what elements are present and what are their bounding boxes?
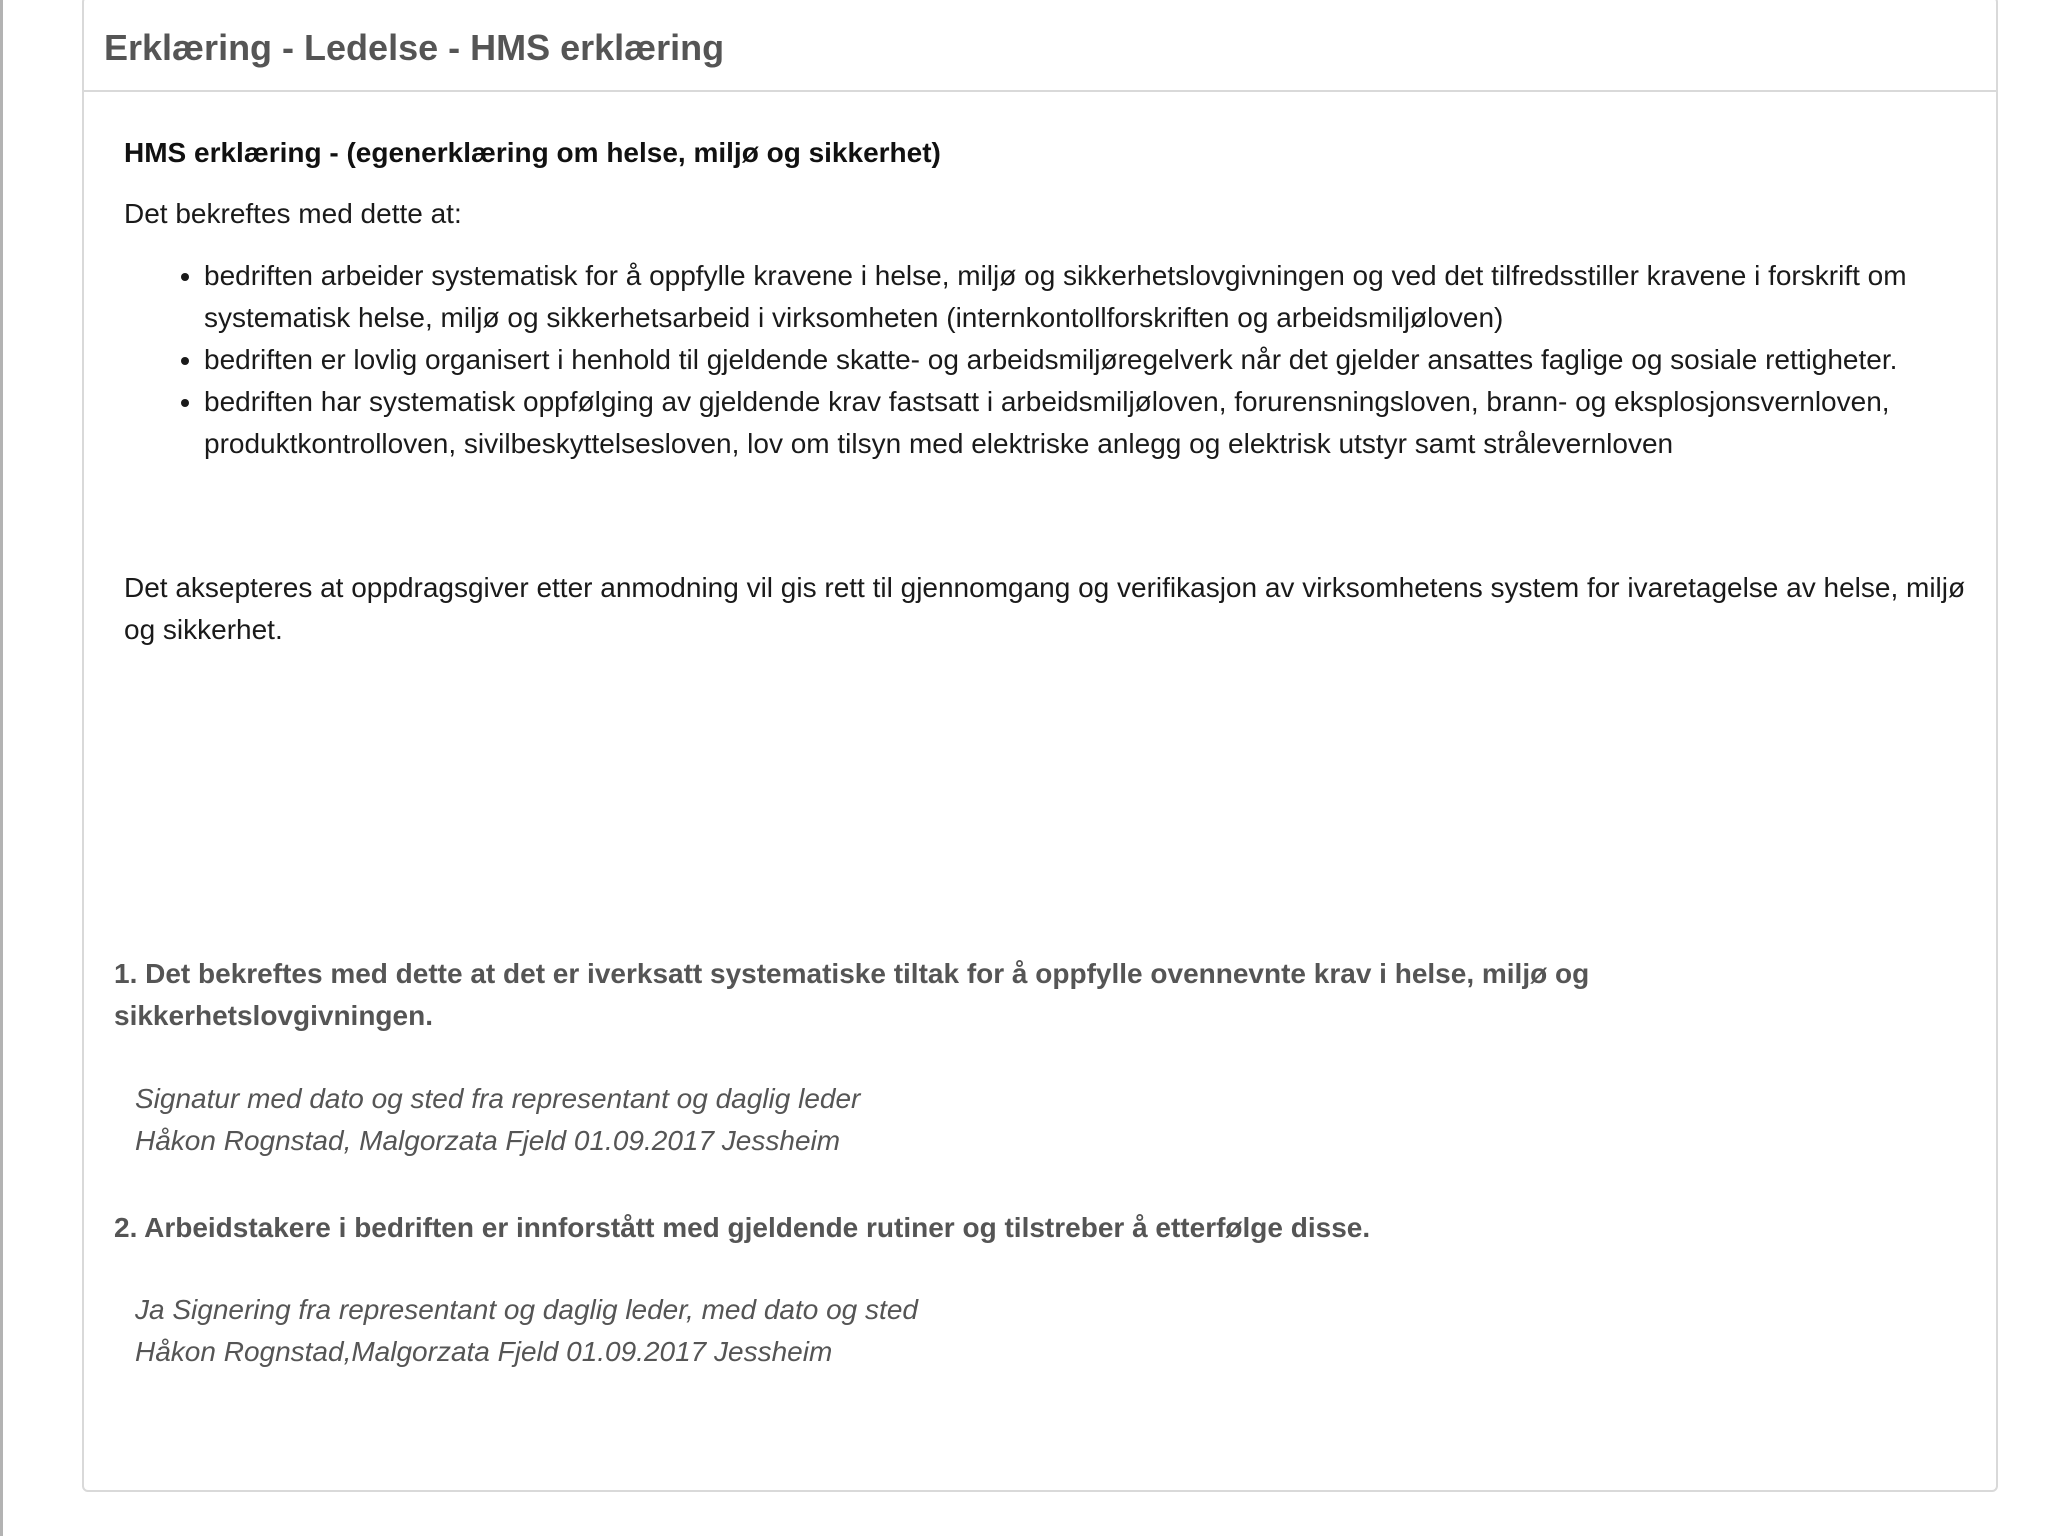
declaration-acceptance: Det aksepteres at oppdragsgiver etter anmodning vil gis rett til gjennomgang og verifikasjon av virksomhetens system for ivaretagelse av helse, miljø og sikkerhet.	[124, 572, 1966, 645]
list-item: • bedriften har systematisk oppfølging av gjeldende krav fastsatt i arbeidsmiljøloven, forurensningsloven, brann- og eksplosjonsvernloven, produktkontrolloven, sivilbeskyttelsesloven, lov om tilsyn med elektriske anlegg og elektrisk utstyr samt strålevernloven	[204, 381, 1984, 465]
panel-heading	[84, 0, 1996, 92]
declaration-panel	[82, 0, 1998, 1492]
question-2-title: 2. Arbeidstakere i bedriften er innforstått med gjeldende rutiner og tilstreber å etterfølge disse.	[114, 1212, 1371, 1243]
left-border-rule	[0, 0, 3, 1536]
list-item: • bedriften er lovlig organisert i henhold til gjeldende skatte- og arbeidsmiljøregelverk når det gjelder ansattes faglige og sosiale rettigheter.	[204, 339, 1984, 381]
panel-title: Erklæring - Ledelse - HMS erklæring	[104, 27, 725, 68]
answer-signature-value: Håkon Rognstad,Malgorzata Fjeld 01.09.2017 Jessheim	[135, 1336, 833, 1367]
question-2-answer	[135, 1289, 918, 1373]
list-item: • bedriften arbeider systematisk for å oppfylle kravene i helse, miljø og sikkerhetslovgivningen og ved det tilfredsstiller kravene i forskrift om systematisk helse, miljø og sikkerhetsarbeid i virksomheten (internkontollforskriften og arbeidsmiljøloven)	[204, 255, 1984, 339]
answer-signature-label: Ja Signering fra representant og daglig leder, med dato og sted	[135, 1294, 918, 1325]
declaration-title: HMS erklæring - (egenerklæring om helse, miljø og sikkerhet)	[124, 137, 941, 168]
declaration-list	[124, 255, 1984, 465]
question-1-answer	[135, 1078, 860, 1162]
answer-signature-label: Signatur med dato og sted fra representant og daglig leder	[135, 1083, 861, 1114]
declaration-intro: Det bekreftes med dette at:	[124, 198, 462, 229]
answer-signature-value: Håkon Rognstad, Malgorzata Fjeld 01.09.2017 Jessheim	[135, 1125, 841, 1156]
question-1-title: 1. Det bekreftes med dette at det er iverksatt systematiske tiltak for å oppfylle ovennevnte krav i helse, miljø og sikkerhetslovgivningen.	[114, 958, 1590, 1031]
